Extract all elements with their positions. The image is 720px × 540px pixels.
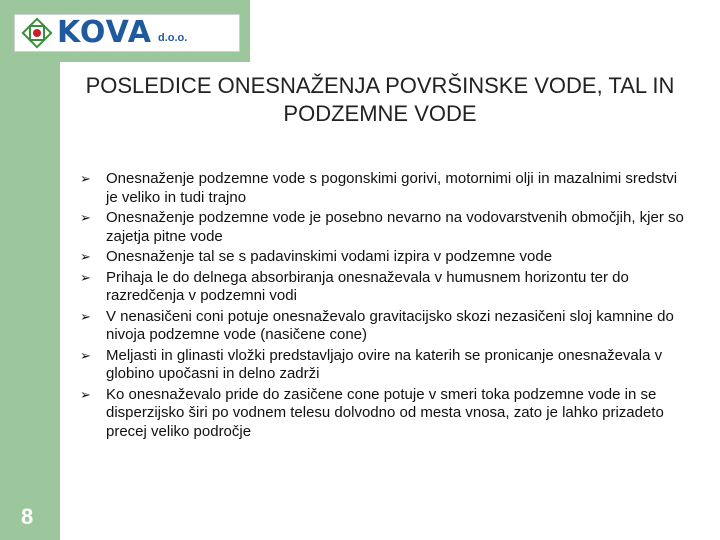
arrow-bullet-icon: ➢ (80, 172, 91, 187)
arrow-bullet-icon: ➢ (80, 270, 91, 286)
company-logo (14, 14, 240, 52)
logo-wordmark: KOVA (57, 15, 152, 50)
list-item (78, 308, 688, 345)
list-item (78, 347, 688, 384)
arrow-bullet-icon: ➢ (80, 211, 91, 226)
bullet-text: Onesnaženje podzemne vode je posebno nevarno na vodovarstvenih območjih, kjer so zajetja pitne vode (106, 209, 684, 245)
bullet-text: Ko onesnaževalo pride do zasičene cone potuje v smeri toka podzemne vode in se disperzijsko širi po vodnem telesu dolvodno od mesta vnosa, zato je lahko prizadeto precej veliko področje (106, 385, 664, 440)
list-item (78, 386, 688, 442)
bullet-list (78, 170, 688, 443)
bullet-text: Onesnaženje podzemne vode s pogonskimi gorivi, motornimi olji in mazalnimi sredstvi je veliko in tudi trajno (106, 170, 678, 206)
list-item (78, 248, 688, 267)
list-item (78, 170, 688, 207)
bullet-text: V nenasičeni coni potuje onesnaževalo gravitacijsko skozi nezasičeni sloj kamnine do nivoja podzemne vode (nasičene cone) (106, 307, 674, 343)
bullet-text: Meljasti in glinasti vložki predstavljajo ovire na katerih se pronicanje onesnaževala v globino upočasni in delno zadrži (106, 346, 663, 382)
arrow-bullet-icon: ➢ (80, 348, 91, 364)
page-number: 8 (21, 504, 34, 529)
arrow-bullet-icon: ➢ (80, 309, 91, 325)
list-item (78, 209, 688, 246)
arrow-bullet-icon: ➢ (80, 387, 91, 403)
list-item (78, 269, 688, 306)
bullet-text: Onesnaženje tal se s padavinskimi vodami izpira v podzemne vode (106, 248, 553, 265)
logo-suffix: d.o.o. (158, 32, 188, 44)
logo-mark-icon (21, 17, 53, 49)
bullet-text: Prihaja le do delnega absorbiranja onesnaževala v humusnem horizontu ter do razredčenja v podzemni vodi (106, 268, 629, 304)
side-band (0, 0, 60, 540)
arrow-bullet-icon: ➢ (80, 250, 91, 265)
slide-title: POSLEDICE ONESNAŽENJA POVRŠINSKE VODE, TAL IN PODZEMNE VODE (85, 73, 675, 126)
